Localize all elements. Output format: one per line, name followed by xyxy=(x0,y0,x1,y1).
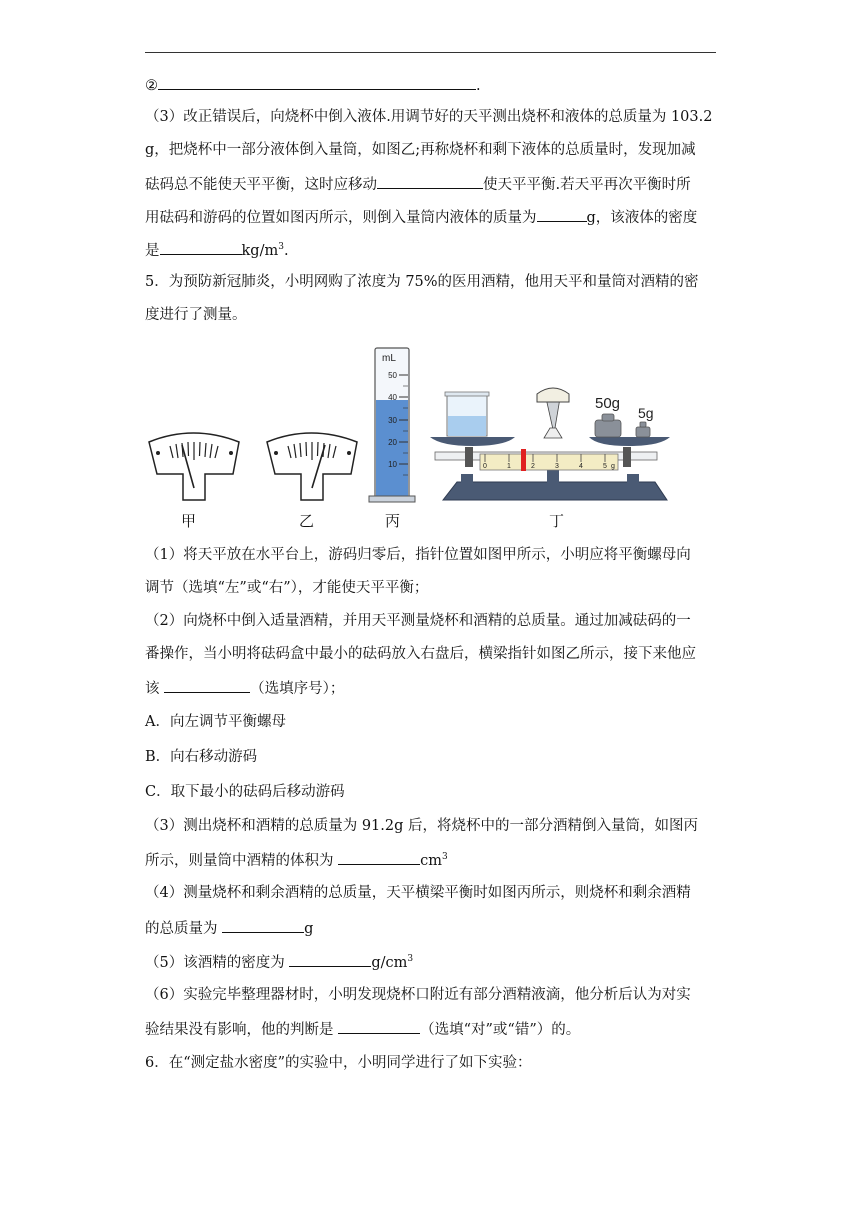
weight-50g-label: 50g xyxy=(595,395,621,412)
dial-jia xyxy=(149,433,239,500)
answer-blank[interactable] xyxy=(158,74,476,90)
answer-blank[interactable] xyxy=(377,173,483,189)
text-line: 度进行了测量。 xyxy=(145,307,247,323)
caption-bing: 丙 xyxy=(385,512,401,530)
text-line: 用砝码和游码的位置如图丙所示，则倒入量筒内液体的质量为 g，该液体的密度 xyxy=(145,206,697,228)
answer-blank[interactable] xyxy=(289,951,371,967)
scale-tick-label: 0 xyxy=(483,463,487,470)
weight-5g-label: 5g xyxy=(638,405,654,421)
header-rule xyxy=(145,52,716,53)
text-line: （4）测量烧杯和剩余酒精的总质量，天平横梁平衡时如图丙所示，则烧杯和剩余酒精 xyxy=(145,885,691,901)
cylinder-tick-label: 10 xyxy=(388,460,397,469)
text-line: 调节（选填“左”或“右”），才能使天平平衡； xyxy=(145,580,429,596)
scale-tick-label: 5 xyxy=(603,463,607,470)
cylinder-tick-label: 50 xyxy=(388,371,397,380)
figure-drawing xyxy=(145,342,685,507)
cylinder-unit-label: mL xyxy=(382,353,396,364)
scale-tick-label: 3 xyxy=(555,463,559,470)
text-line: （3）改正错误后，向烧杯中倒入液体.用调节好的天平测出烧杯和液体的总质量为 103.2 xyxy=(145,109,713,125)
balance-scale xyxy=(430,388,670,500)
caption-yi: 乙 xyxy=(299,512,315,530)
text-line: 是 $kg/m^3$. xyxy=(145,239,289,261)
option-a: A．向左调节平衡螺母 xyxy=(145,714,286,730)
text-line: （3）测出烧杯和酒精的总质量为 91.2g 后，将烧杯中的一部分酒精倒入量筒，如图丙 xyxy=(145,818,699,834)
answer-blank[interactable] xyxy=(222,917,304,933)
text-line: （1）将天平放在水平台上，游码归零后，指针位置如图甲所示，小明应将平衡螺母向 xyxy=(145,547,691,563)
graduated-cylinder xyxy=(369,348,415,502)
answer-blank[interactable] xyxy=(164,677,250,693)
text-line: 所示，则量筒中酒精的体积为 $cm^3$ xyxy=(145,849,448,871)
scale-tick-label: 1 xyxy=(507,463,511,470)
caption-jia: 甲 xyxy=(181,512,197,530)
scale-unit-label: g xyxy=(611,463,615,470)
text-line: （6）实验完毕整理器材时，小明发现烧杯口附近有部分酒精液滴，他分析后认为对实 xyxy=(145,987,691,1003)
question-5-stem: 5．为预防新冠肺炎，小明网购了浓度为 75%的医用酒精，他用天平和量筒对酒精的密 xyxy=(145,274,699,290)
cylinder-tick-label: 40 xyxy=(388,393,397,402)
text-line: 番操作，当小明将砝码盒中最小的砝码放入右盘后，横梁指针如图乙所示，接下来他应 xyxy=(145,646,696,662)
text-line: 该 （选填序号）； xyxy=(145,677,344,699)
text-line: 验结果没有影响，他的判断是 （选填“对”或“错”）的。 xyxy=(145,1018,580,1040)
text-line: g，把烧杯中一部分液体倒入量筒，如图乙;再称烧杯和剩下液体的总质量时，发现加减 xyxy=(145,142,696,158)
text-line: （5）该酒精的密度为 $g/cm^3$ xyxy=(145,951,413,973)
text-line: （2）向烧杯中倒入适量酒精，并用天平测量烧杯和酒精的总质量。通过加减砝码的一 xyxy=(145,613,691,629)
option-b: B．向右移动游码 xyxy=(145,749,258,765)
caption-ding: 丁 xyxy=(549,512,565,530)
answer-blank[interactable] xyxy=(338,1018,420,1034)
scale-tick-label: 2 xyxy=(531,463,535,470)
answer-blank[interactable] xyxy=(160,239,242,255)
scale-tick-label: 4 xyxy=(579,463,583,470)
answer-blank[interactable] xyxy=(537,206,587,222)
text-line: ② . xyxy=(145,74,481,96)
dial-yi xyxy=(267,433,357,500)
cylinder-tick-label: 20 xyxy=(388,438,397,447)
text-line: 的总质量为 g xyxy=(145,917,313,939)
text-line: 砝码总不能使天平平衡，这时应移动 使天平平衡.若天平再次平衡时所 xyxy=(145,173,691,195)
experiment-figure xyxy=(145,342,685,532)
cylinder-tick-label: 30 xyxy=(388,416,397,425)
option-c: C．取下最小的砝码后移动游码 xyxy=(145,784,345,800)
question-6-stem: 6．在“测定盐水密度”的实验中，小明同学进行了如下实验： xyxy=(145,1055,532,1071)
answer-blank[interactable] xyxy=(338,849,420,865)
